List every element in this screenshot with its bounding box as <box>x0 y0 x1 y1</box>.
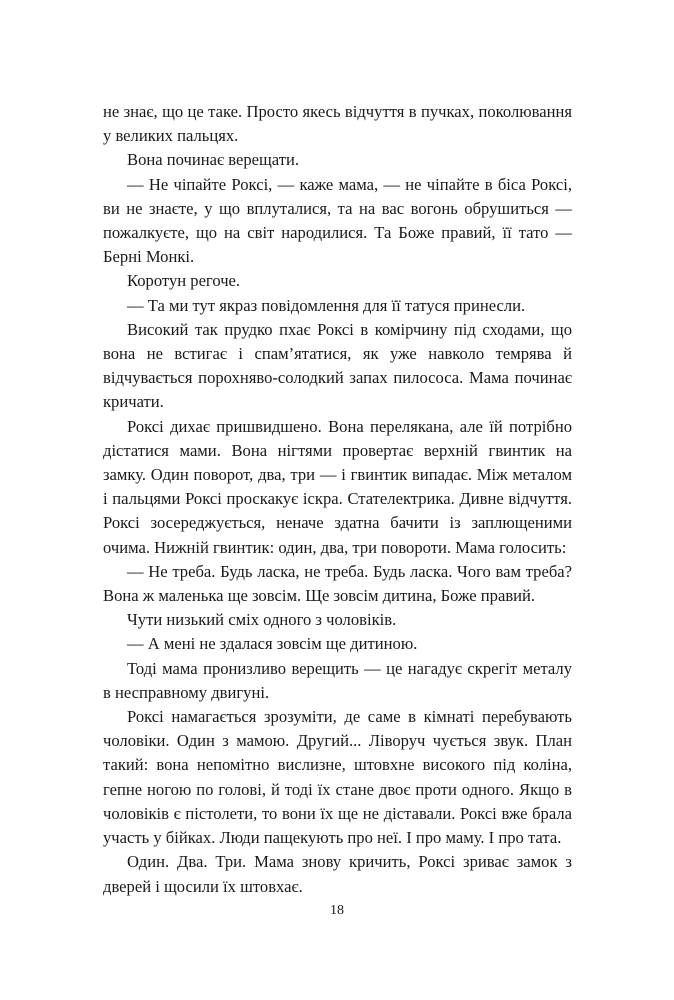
paragraph-4: Коротун регоче. <box>127 271 241 291</box>
paragraph-7: Роксі дихає пришвидшено. Вона перелякана, але їй потрібно дістатися мами. Вона нігтями провертає верхній гвинтик на замку. Один поворот, два, три — і гвинтик випадає. Між металом і пальцями Роксі проскакує іскра. Стателектрика. Дивне відчуття. Роксі зосереджується, неначе здатна бачити із заплющеними очима. Нижній гвинтик: один, два, три повороти. Мама голосить: <box>103 416 572 557</box>
paragraph-10: — А мені не здалася зовсім ще дитиною. <box>127 634 418 654</box>
page-body <box>103 100 572 899</box>
paragraph-2: Вона починає верещати. <box>127 150 300 170</box>
paragraph-5: — Та ми тут якраз повідомлення для її татуся принесли. <box>127 295 526 315</box>
paragraph-8: — Не треба. Будь ласка, не треба. Будь ласка. Чого вам треба? Вона ж маленька ще зовсім. Ще зовсім дитина, Боже правий. <box>103 561 572 606</box>
paragraph-3: — Не чіпайте Роксі, — каже мама, — не чіпайте в біса Роксі, ви не знаєте, у що вплуталися, та на вас вогонь обрушиться — пожалкуєте, що на світ народилися. Та Боже правий, її тато — Берні Монкі. <box>103 174 572 267</box>
paragraph-9: Чути низький сміх одного з чоловіків. <box>127 610 397 630</box>
paragraph-11: Тоді мама пронизливо верещить — це нагадує скрегіт металу в несправному двигуні. <box>103 658 572 702</box>
paragraph-1: не знає, що це таке. Просто якесь відчуття в пучках, поколювання у великих пальцях. <box>103 102 572 146</box>
paragraph-6: Високий так прудко пхає Роксі в комірчину під сходами, що вона не встигає і спам’ятатися, як уже навколо темрява й відчувається порохняво-солодкий запах пилососа. Мама починає кричати. <box>103 319 572 412</box>
paragraph-12: Роксі намагається зрозуміти, де саме в кімнаті перебувають чоловіки. Один з мамою. Другий... Ліворуч чується звук. План такий: вона непомітно вислизне, штовхне високого під коліна, гепне ногою по голові, й тоді їх стане двоє проти одного. Якщо в чоловіків є пістолети, то вони їх ще не діставали. Роксі вже брала участь у бійках. Люди пащекують про неї. І про маму. І про тата. <box>103 707 572 848</box>
page-number: 18 <box>330 903 344 918</box>
paragraph-13: Один. Два. Три. Мама знову кричить, Роксі зриває замок з дверей і щосили їх штовхає. <box>103 852 572 896</box>
